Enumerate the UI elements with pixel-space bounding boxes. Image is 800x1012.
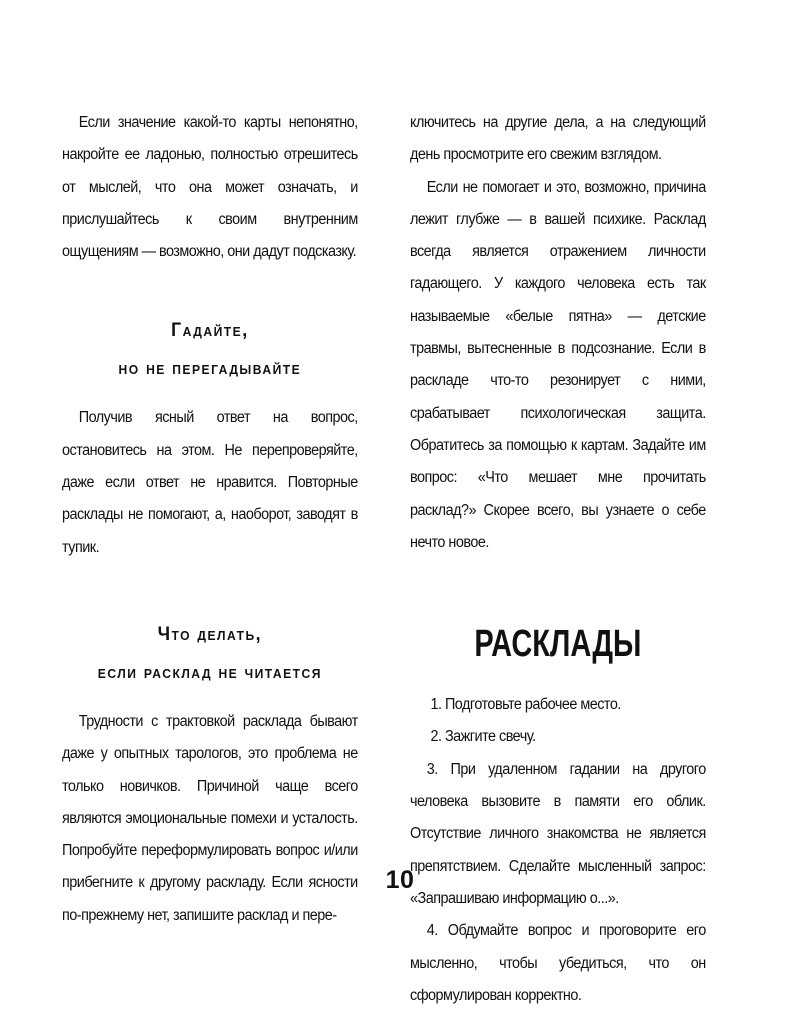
heading-unreadable-spread — [62, 616, 358, 692]
heading-dont-overread-line1: Гадайте, — [171, 320, 249, 342]
heading-dont-overread — [62, 312, 358, 388]
list-item: 2. Зажгите свечу. — [430, 728, 536, 746]
list-item: 1. Подготовьте рабочее место. — [430, 696, 621, 714]
heading-spreads: РАСКЛАДЫ — [474, 623, 642, 666]
heading-dont-overread-line2: но не перегадывайте — [118, 358, 302, 380]
paragraph-stop-after-answer: Получив ясный ответ на вопрос, остановитесь на этом. Не перепроверяйте, даже если ответ не нравится. Повторные расклады не помогают, а, наоборот, заводят в тупик. — [62, 409, 358, 556]
paragraph-psyche: Если не помогает и это, возможно, причина лежит глубже — в вашей психике. Расклад всегда является отражением личности гадающего. У каждого человека есть так называемые «белые пятна» — детские травмы, вытесненные в подсознание. Если в раскладе что-то резонирует с ними, срабатывает психологическая защита. Обратитесь за помощью к картам. Задайте им вопрос: «Что мешает мне прочитать расклад?» Скорее всего, вы узнаете о себе нечто новое. — [410, 178, 706, 551]
left-column — [62, 107, 358, 932]
list-item: 4. Обдумайте вопрос и проговорите его мысленно, чтобы убедиться, что он сформулирован корректно. — [410, 922, 706, 1004]
paragraph-card-meaning: Если значение какой-то карты непонятно, накройте ее ладонью, полностью отрешитесь от мыслей, что она может означать, и прислушайтесь к своим внутренним ощущениям — возможно, они дадут подсказку. — [62, 114, 358, 261]
list-item: 3. При удаленном гадании на другого человека вызовите в памяти его облик. Отсутствие личного знакомства не является препятствием. Сделайте мысленный запрос: «Запрашиваю информацию о...». — [410, 760, 706, 907]
heading-unreadable-spread-line1: Что делать, — [157, 623, 263, 645]
page-number: 10 — [385, 866, 415, 894]
paragraph-continuation: ключитесь на другие дела, а на следующий день просмотрите его свежим взглядом. — [410, 114, 706, 164]
heading-unreadable-spread-line2: если расклад не читается — [97, 661, 322, 683]
paragraph-interpretation-difficulties: Трудности с трактовкой расклада бывают даже у опытных тарологов, это проблема не только новичков. Причиной чаще всего являются эмоциональные помехи и усталость. Попробуйте переформулировать вопрос и/или прибегните к другому раскладу. Если ясности по-прежнему нет, запишите расклад и пере- — [62, 712, 358, 924]
